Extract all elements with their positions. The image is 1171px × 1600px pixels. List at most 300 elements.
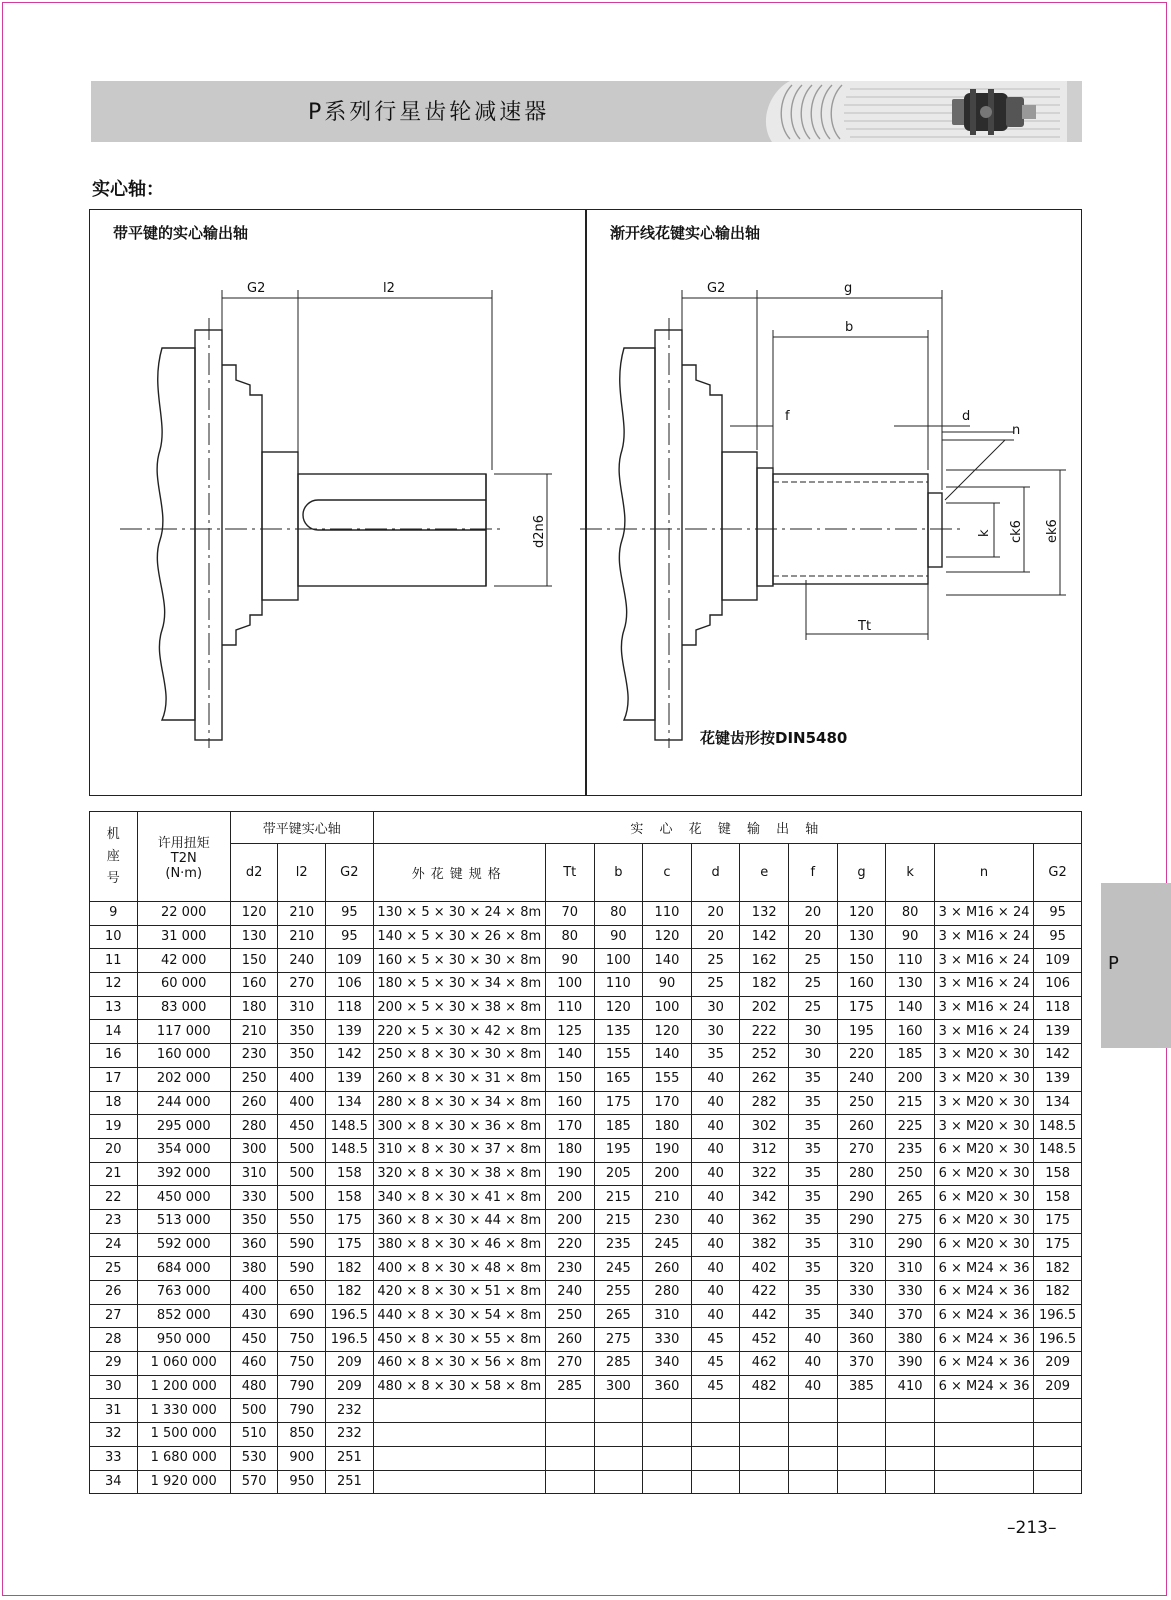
table-cell: 24 (90, 1233, 138, 1257)
table-cell (934, 1470, 1033, 1494)
table-cell: 182 (326, 1281, 374, 1305)
table-cell: 6 × M20 × 30 (934, 1162, 1033, 1186)
table-cell: 362 (740, 1209, 789, 1233)
header-col: G2 (326, 844, 374, 902)
table-cell: 6 × M24 × 36 (934, 1304, 1033, 1328)
table-cell: 165 (594, 1067, 643, 1091)
table-cell: 142 (1034, 1044, 1082, 1068)
table-cell: 20 (789, 902, 838, 926)
table-cell: 280 (643, 1281, 692, 1305)
table-cell: 350 (230, 1209, 278, 1233)
dim-label-c: ck6 (1009, 520, 1024, 543)
table-cell: 90 (545, 949, 594, 973)
table-cell: 35 (789, 1091, 838, 1115)
side-tab (1101, 883, 1171, 1048)
table-cell: 6 × M20 × 30 (934, 1186, 1033, 1210)
table-cell: 100 (545, 973, 594, 997)
table-cell: 150 (837, 949, 886, 973)
table-cell: 21 (90, 1162, 138, 1186)
table-cell: 462 (740, 1352, 789, 1376)
table-cell: 450 000 (137, 1186, 230, 1210)
table-cell: 250 × 8 × 30 × 30 × 8m (373, 1044, 545, 1068)
table-cell: 158 (326, 1162, 374, 1186)
table-cell: 130 (886, 973, 935, 997)
table-cell: 410 (886, 1375, 935, 1399)
table-cell: 500 (278, 1162, 326, 1186)
table-cell: 282 (740, 1091, 789, 1115)
table-cell: 380 (230, 1257, 278, 1281)
table-cell: 260 (230, 1091, 278, 1115)
table-cell (1034, 1446, 1082, 1470)
table-cell: 222 (740, 1020, 789, 1044)
table-cell (789, 1399, 838, 1423)
table-cell: 45 (691, 1375, 740, 1399)
table-cell: 130 (230, 925, 278, 949)
spec-table (89, 811, 1082, 1494)
table-cell: 245 (594, 1257, 643, 1281)
table-cell: 35 (789, 1162, 838, 1186)
table-row (90, 1186, 1082, 1210)
table-row (90, 1162, 1082, 1186)
table-cell: 310 (230, 1162, 278, 1186)
table-cell: 140 (643, 1044, 692, 1068)
table-cell: 40 (691, 1186, 740, 1210)
table-cell: 220 (837, 1044, 886, 1068)
table-cell: 100 (643, 996, 692, 1020)
table-cell (373, 1446, 545, 1470)
table-cell: 160 (837, 973, 886, 997)
header-col: G2 (1034, 844, 1082, 902)
table-cell (740, 1423, 789, 1447)
table-cell: 60 000 (137, 973, 230, 997)
table-cell: 342 (740, 1186, 789, 1210)
table-cell (594, 1446, 643, 1470)
table-cell: 354 000 (137, 1138, 230, 1162)
table-cell: 350 (278, 1044, 326, 1068)
table-cell: 35 (789, 1186, 838, 1210)
table-cell: 530 (230, 1446, 278, 1470)
table-row (90, 949, 1082, 973)
table-cell: 25 (789, 949, 838, 973)
table-cell: 340 × 8 × 30 × 41 × 8m (373, 1186, 545, 1210)
table-cell: 90 (886, 925, 935, 949)
table-cell (373, 1399, 545, 1423)
table-cell (837, 1470, 886, 1494)
table-cell: 300 (230, 1138, 278, 1162)
header-col: c (643, 844, 692, 902)
table-cell: 400 (230, 1281, 278, 1305)
table-cell: 3 × M16 × 24 (934, 949, 1033, 973)
table-cell: 6 × M24 × 36 (934, 1375, 1033, 1399)
table-cell: 40 (789, 1375, 838, 1399)
table-cell: 1 330 000 (137, 1399, 230, 1423)
table-cell: 17 (90, 1067, 138, 1091)
table-row (90, 1233, 1082, 1257)
table-cell: 35 (691, 1044, 740, 1068)
table-cell: 80 (545, 925, 594, 949)
header-col: k (886, 844, 935, 902)
table-cell: 40 (691, 1304, 740, 1328)
table-cell (691, 1423, 740, 1447)
dim-label-d2: d2n6 (532, 514, 547, 548)
table-cell: 158 (326, 1186, 374, 1210)
table-cell: 25 (691, 973, 740, 997)
table-cell: 106 (326, 973, 374, 997)
table-cell: 370 (886, 1304, 935, 1328)
table-cell: 1 200 000 (137, 1375, 230, 1399)
table-cell: 215 (594, 1209, 643, 1233)
table-cell: 29 (90, 1352, 138, 1376)
table-cell: 117 000 (137, 1020, 230, 1044)
dim-label-e: ek6 (1045, 519, 1060, 543)
table-cell: 460 × 8 × 30 × 56 × 8m (373, 1352, 545, 1376)
table-cell: 6 × M20 × 30 (934, 1138, 1033, 1162)
table-cell: 6 × M20 × 30 (934, 1233, 1033, 1257)
table-row (90, 1399, 1082, 1423)
table-cell: 142 (740, 925, 789, 949)
table-cell: 460 (230, 1352, 278, 1376)
table-cell: 45 (691, 1352, 740, 1376)
table-row (90, 1138, 1082, 1162)
dim-label-g2-left: G2 (247, 281, 266, 296)
header-spline-group: 实 心 花 键 输 出 轴 (373, 812, 1081, 844)
table-cell: 385 (837, 1375, 886, 1399)
table-cell: 70 (545, 902, 594, 926)
table-cell: 320 (837, 1257, 886, 1281)
table-cell: 3 × M20 × 30 (934, 1115, 1033, 1139)
table-cell: 510 (230, 1423, 278, 1447)
table-cell: 185 (594, 1115, 643, 1139)
table-cell: 340 (643, 1352, 692, 1376)
table-cell: 196.5 (1034, 1328, 1082, 1352)
table-cell: 170 (643, 1091, 692, 1115)
table-cell: 40 (691, 1209, 740, 1233)
table-cell: 3 × M16 × 24 (934, 902, 1033, 926)
table-cell: 16 (90, 1044, 138, 1068)
table-cell: 300 × 8 × 30 × 36 × 8m (373, 1115, 545, 1139)
table-cell: 80 (886, 902, 935, 926)
table-cell: 442 (740, 1304, 789, 1328)
table-cell: 280 (837, 1162, 886, 1186)
spline-shaft-drawing (580, 290, 1066, 748)
table-cell (594, 1399, 643, 1423)
table-cell: 200 (545, 1209, 594, 1233)
table-cell: 160 × 5 × 30 × 30 × 8m (373, 949, 545, 973)
table-cell: 300 (594, 1375, 643, 1399)
table-cell: 182 (326, 1257, 374, 1281)
table-cell: 230 (643, 1209, 692, 1233)
dim-label-tt: Tt (858, 619, 872, 634)
table-cell: 190 (643, 1138, 692, 1162)
table-cell: 100 (594, 949, 643, 973)
table-cell: 40 (691, 1162, 740, 1186)
table-cell: 260 × 8 × 30 × 31 × 8m (373, 1067, 545, 1091)
table-cell: 850 (278, 1423, 326, 1447)
table-cell: 40 (691, 1233, 740, 1257)
table-cell: 120 (643, 925, 692, 949)
table-cell: 200 × 5 × 30 × 38 × 8m (373, 996, 545, 1020)
table-cell: 110 (594, 973, 643, 997)
table-cell: 180 × 5 × 30 × 34 × 8m (373, 973, 545, 997)
table-cell: 310 (837, 1233, 886, 1257)
table-cell: 295 000 (137, 1115, 230, 1139)
table-cell: 251 (326, 1470, 374, 1494)
dim-label-b: b (845, 320, 854, 335)
table-cell (789, 1470, 838, 1494)
table-cell: 40 (691, 1138, 740, 1162)
table-cell: 225 (886, 1115, 935, 1139)
table-cell: 360 (837, 1328, 886, 1352)
table-row (90, 996, 1082, 1020)
table-cell: 118 (326, 996, 374, 1020)
table-cell: 210 (278, 925, 326, 949)
table-cell: 6 × M24 × 36 (934, 1257, 1033, 1281)
header-torque-label: 许用扭矩 (157, 836, 210, 851)
table-cell: 160 (886, 1020, 935, 1044)
table-row (90, 902, 1082, 926)
table-cell: 175 (1034, 1233, 1082, 1257)
spline-din-note: 花键齿形按DIN5480 (700, 729, 848, 747)
table-row (90, 1446, 1082, 1470)
table-cell: 190 (545, 1162, 594, 1186)
table-cell: 35 (789, 1304, 838, 1328)
table-cell: 185 (886, 1044, 935, 1068)
table-cell: 6 × M24 × 36 (934, 1281, 1033, 1305)
table-cell (643, 1399, 692, 1423)
table-cell: 25 (691, 949, 740, 973)
table-cell: 320 × 8 × 30 × 38 × 8m (373, 1162, 545, 1186)
page-number: –213– (1007, 1518, 1057, 1538)
table-cell (691, 1470, 740, 1494)
table-cell: 110 (545, 996, 594, 1020)
dim-label-g: g (844, 281, 853, 296)
table-cell: 40 (691, 1091, 740, 1115)
table-cell: 360 (230, 1233, 278, 1257)
flat-key-shaft-drawing (120, 290, 552, 748)
table-cell: 550 (278, 1209, 326, 1233)
table-cell: 422 (740, 1281, 789, 1305)
table-cell: 330 (230, 1186, 278, 1210)
table-cell: 25 (90, 1257, 138, 1281)
table-cell: 330 (837, 1281, 886, 1305)
side-tab-label: P (1108, 953, 1119, 974)
table-cell: 1 680 000 (137, 1446, 230, 1470)
header-col: d (691, 844, 740, 902)
table-cell: 900 (278, 1446, 326, 1470)
table-cell: 852 000 (137, 1304, 230, 1328)
table-cell: 500 (278, 1138, 326, 1162)
table-row (90, 1044, 1082, 1068)
table-cell: 23 (90, 1209, 138, 1233)
table-cell: 340 (837, 1304, 886, 1328)
page-title: P系列行星齿轮减速器 (308, 100, 550, 125)
table-cell (643, 1470, 692, 1494)
table-cell: 20 (691, 902, 740, 926)
table-cell: 200 (886, 1067, 935, 1091)
table-cell (934, 1446, 1033, 1470)
dim-label-l2: l2 (383, 281, 395, 296)
table-cell: 215 (886, 1091, 935, 1115)
table-cell: 450 × 8 × 30 × 55 × 8m (373, 1328, 545, 1352)
table-cell (886, 1446, 935, 1470)
table-cell (886, 1470, 935, 1494)
table-row (90, 1281, 1082, 1305)
table-cell: 83 000 (137, 996, 230, 1020)
table-cell: 40 (691, 1257, 740, 1281)
table-cell: 31 (90, 1399, 138, 1423)
table-cell: 270 (278, 973, 326, 997)
table-cell: 210 (278, 902, 326, 926)
table-cell: 95 (1034, 925, 1082, 949)
table-cell: 140 (545, 1044, 594, 1068)
table-cell: 265 (886, 1186, 935, 1210)
table-cell: 265 (594, 1304, 643, 1328)
table-cell (373, 1470, 545, 1494)
table-cell: 232 (326, 1423, 374, 1447)
table-cell: 160 000 (137, 1044, 230, 1068)
table-cell: 262 (740, 1067, 789, 1091)
table-cell: 290 (837, 1186, 886, 1210)
table-cell: 950 000 (137, 1328, 230, 1352)
table-cell: 210 (230, 1020, 278, 1044)
table-cell: 10 (90, 925, 138, 949)
table-cell: 12 (90, 973, 138, 997)
table-cell: 209 (1034, 1352, 1082, 1376)
table-cell: 232 (326, 1399, 374, 1423)
table-cell: 400 (278, 1091, 326, 1115)
table-cell: 200 (545, 1186, 594, 1210)
table-cell: 3 × M20 × 30 (934, 1044, 1033, 1068)
table-cell: 125 (545, 1020, 594, 1044)
table-cell: 302 (740, 1115, 789, 1139)
table-cell: 158 (1034, 1186, 1082, 1210)
table-cell: 26 (90, 1281, 138, 1305)
table-cell: 763 000 (137, 1281, 230, 1305)
table-cell: 790 (278, 1399, 326, 1423)
table-cell (643, 1423, 692, 1447)
table-cell: 162 (740, 949, 789, 973)
table-cell: 430 (230, 1304, 278, 1328)
dim-label-d: d (962, 409, 971, 424)
table-row (90, 1067, 1082, 1091)
table-cell: 6 × M20 × 30 (934, 1209, 1033, 1233)
table-cell: 312 (740, 1138, 789, 1162)
table-cell: 260 (837, 1115, 886, 1139)
table-cell: 90 (594, 925, 643, 949)
table-cell (934, 1423, 1033, 1447)
table-cell: 182 (1034, 1281, 1082, 1305)
table-cell: 109 (1034, 949, 1082, 973)
table-cell (837, 1446, 886, 1470)
table-row (90, 1423, 1082, 1447)
table-cell (643, 1446, 692, 1470)
table-cell: 1 920 000 (137, 1470, 230, 1494)
table-cell: 11 (90, 949, 138, 973)
table-cell: 106 (1034, 973, 1082, 997)
table-cell: 500 (278, 1186, 326, 1210)
table-cell: 270 (545, 1352, 594, 1376)
table-cell: 402 (740, 1257, 789, 1281)
table-cell: 590 (278, 1233, 326, 1257)
table-row (90, 1328, 1082, 1352)
table-cell: 130 × 5 × 30 × 24 × 8m (373, 902, 545, 926)
table-cell: 220 (545, 1233, 594, 1257)
table-cell: 500 (230, 1399, 278, 1423)
table-cell: 3 × M16 × 24 (934, 925, 1033, 949)
table-cell: 690 (278, 1304, 326, 1328)
table-row (90, 1470, 1082, 1494)
table-cell (934, 1399, 1033, 1423)
table-cell: 3 × M16 × 24 (934, 973, 1033, 997)
table-cell: 139 (326, 1067, 374, 1091)
table-cell: 139 (1034, 1020, 1082, 1044)
table-cell: 120 (643, 1020, 692, 1044)
table-cell (740, 1446, 789, 1470)
table-cell: 40 (691, 1281, 740, 1305)
table-cell: 420 × 8 × 30 × 51 × 8m (373, 1281, 545, 1305)
table-cell: 180 (643, 1115, 692, 1139)
table-row (90, 1209, 1082, 1233)
header-torque (137, 812, 230, 902)
table-cell: 209 (326, 1352, 374, 1376)
table-cell: 30 (691, 996, 740, 1020)
table-cell: 240 (545, 1281, 594, 1305)
table-row (90, 1115, 1082, 1139)
table-cell: 290 (886, 1233, 935, 1257)
table-cell: 40 (691, 1115, 740, 1139)
table-cell: 240 (837, 1067, 886, 1091)
table-cell: 196.5 (1034, 1304, 1082, 1328)
table-cell: 209 (326, 1375, 374, 1399)
table-cell: 195 (837, 1020, 886, 1044)
spline-shaft-title: 渐开线花键实心输出轴 (610, 224, 761, 242)
table-cell: 215 (594, 1186, 643, 1210)
table-cell: 45 (691, 1328, 740, 1352)
table-cell: 1 060 000 (137, 1352, 230, 1376)
table-cell: 142 (326, 1044, 374, 1068)
table-row (90, 1352, 1082, 1376)
header-torque-unit: (N·m) (165, 866, 203, 881)
table-cell: 1 500 000 (137, 1423, 230, 1447)
table-cell: 285 (545, 1375, 594, 1399)
header-col: f (789, 844, 838, 902)
table-cell: 134 (1034, 1091, 1082, 1115)
table-cell: 240 (278, 949, 326, 973)
table-cell: 160 (545, 1091, 594, 1115)
table-cell: 244 000 (137, 1091, 230, 1115)
header-col: n (934, 844, 1033, 902)
table-cell: 120 (837, 902, 886, 926)
table-cell: 182 (1034, 1257, 1082, 1281)
table-cell: 132 (740, 902, 789, 926)
table-cell: 139 (326, 1020, 374, 1044)
table-cell: 400 (278, 1067, 326, 1091)
table-cell (886, 1423, 935, 1447)
table-cell: 148.5 (326, 1115, 374, 1139)
header-col: g (837, 844, 886, 902)
table-cell: 350 (278, 1020, 326, 1044)
table-cell: 170 (545, 1115, 594, 1139)
table-cell: 250 (886, 1162, 935, 1186)
table-cell: 120 (594, 996, 643, 1020)
header-col: b (594, 844, 643, 902)
table-cell: 35 (789, 1257, 838, 1281)
table-cell: 400 × 8 × 30 × 48 × 8m (373, 1257, 545, 1281)
table-cell: 275 (594, 1328, 643, 1352)
table-cell: 290 (837, 1209, 886, 1233)
table-cell: 140 × 5 × 30 × 26 × 8m (373, 925, 545, 949)
table-cell: 109 (326, 949, 374, 973)
